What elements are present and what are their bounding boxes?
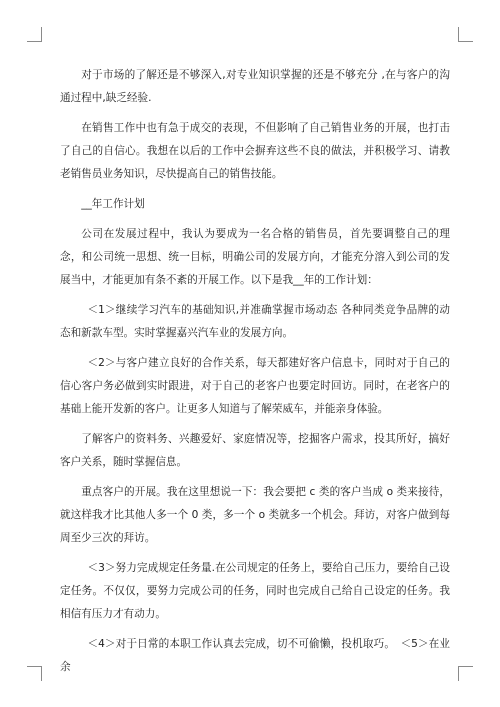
paragraph-sales-eagerness: 在销售工作中也有急于成交的表现，不但影响了自己销售业务的开展，也打击了自己的自信心。我想在以后的工作中会摒弃这些不良的做法，并积极学习、请教老销售员业务知识，尽快提高自己的销售技能。: [60, 122, 450, 180]
plan-item-2: ＜2＞与客户建立良好的合作关系，每天都建好客户信息卡，同时对于自己的信心客户务必做到实时跟进，对于自己的老客户也要定时回访。同时，在老客户的基础上能开发新的客户。让更多人知道与了解荣威车，并能亲身体验。: [60, 357, 450, 415]
section-heading-work-plan: __年工作计划: [81, 198, 145, 210]
crop-mark-bottom-right: [458, 666, 473, 681]
paragraph-key-customers: 重点客户的开展。我在这里想说一下：我会要把 c 类的客户当成 o 类来接待，就这样我才比其他人多一个 0 类，多一个 o 类就多一个机会。拜访，对客户做到每周至少三次的拜访。: [60, 486, 450, 544]
crop-mark-top-right: [458, 27, 473, 42]
plan-item-4-5: ＜4＞对于日常的本职工作认真去完成，切不可偷懒，投机取巧。 ＜5＞在业余: [60, 638, 450, 673]
crop-mark-bottom-left: [27, 666, 42, 681]
document-page: [60, 64, 450, 686]
crop-mark-top-left: [27, 27, 42, 42]
paragraph-plan-intro: 公司在发展过程中，我认为要成为一名合格的销售员，首先要调整自己的理念，和公司统一思想、统一目标，明确公司的发展方向，才能充分溶入到公司的发展当中，才能更加有条不紊的开展工作。以下是我__年的工作计划：: [60, 228, 450, 286]
paragraph-market-understanding: 对于市场的了解还是不够深入,对专业知识掌握的还是不够充分 ,在与客户的沟通过程中,缺乏经验.: [60, 69, 450, 104]
plan-item-3: ＜3＞努力完成规定任务量.在公司规定的任务上，要给自己压力，要给自己设定任务。不仅仅，要努力完成公司的任务，同时也完成自己给自己设定的任务。我相信有压力才有动力。: [60, 562, 450, 620]
plan-item-1: ＜1＞继续学习汽车的基础知识,并准确掌握市场动态 各种同类竞争品牌的动态和新款车型。实时掌握嘉兴汽车业的发展方向。: [60, 304, 450, 339]
paragraph-customer-info: 了解客户的资料务、兴趣爱好、家庭情况等，挖掘客户需求，投其所好，搞好客户关系，随时掌握信息。: [60, 433, 450, 468]
